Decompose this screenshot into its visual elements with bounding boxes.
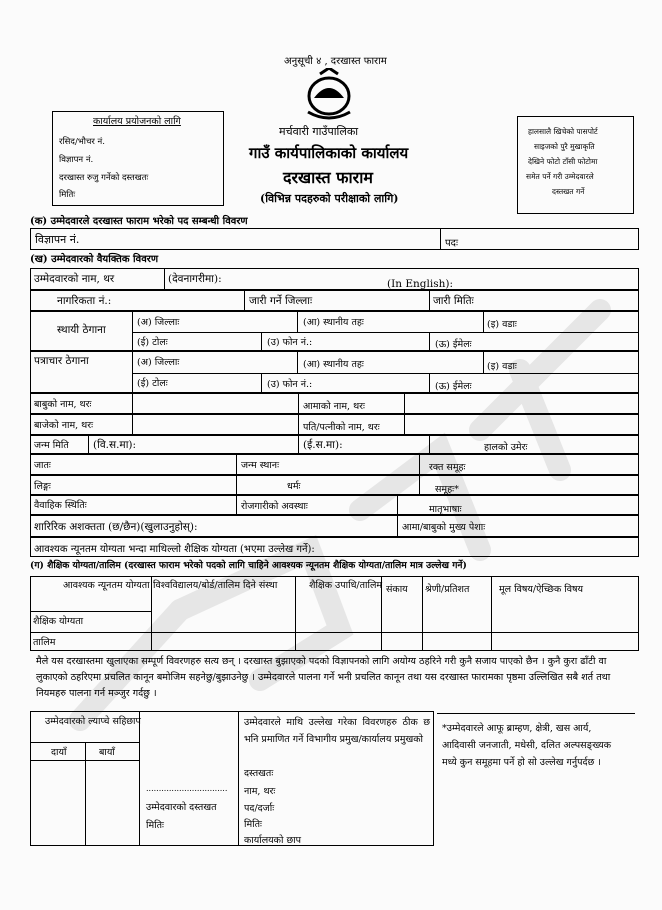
age-field[interactable]: हालको उमेरः: [484, 442, 528, 453]
mail-tole-field[interactable]: (ई) टोलः: [137, 378, 168, 389]
office-stamp-label: कार्यालयको छाप: [244, 835, 301, 846]
office-use-box: [52, 111, 224, 206]
perm-ward-field[interactable]: (इ) वडाः: [487, 319, 517, 330]
caste-row: [30, 454, 639, 475]
photo-instruction: साइजको पुरै मुखाकृति: [534, 142, 595, 151]
section-b-heading: (ख) उम्मेदवारको वैयक्तिक विवरण: [30, 254, 159, 265]
mail-ward-field[interactable]: (इ) वडाः: [487, 361, 517, 372]
perm-tole-field[interactable]: (ई) टोलः: [137, 337, 168, 348]
advert-no-field[interactable]: विज्ञापन नं.: [35, 233, 80, 246]
dob-label: जन्म मिति: [34, 440, 69, 451]
dob-row: [30, 435, 639, 454]
verifier-date-field[interactable]: मितिः: [244, 819, 262, 830]
religion-field[interactable]: धर्मः: [287, 481, 301, 492]
higher-qualification-row: [30, 537, 639, 557]
government-emblem-icon: [300, 68, 358, 120]
col-faculty: संकाय: [386, 584, 408, 595]
disability-field[interactable]: शारिरिक अशक्तता (छ/छैन)(खुलाउनुहोस्):: [34, 521, 198, 533]
verification-text: उम्मेदवारले माथि उल्लेख गरेका विवरणहरु ठीक छ भनि प्रमाणित गर्ने विभागीय प्रमुख/कार्यालय प्रमुखको: [244, 717, 430, 745]
office-name: गाउँ कार्यपालिकाको कार्यालय: [249, 144, 409, 162]
verifier-post-field[interactable]: पद/दर्जाः: [244, 803, 275, 814]
left-thumb-label: बायाँ: [99, 747, 115, 758]
caste-field[interactable]: जातः: [34, 460, 51, 471]
form-subtitle: (विभिन्न पदहरुको परीक्षाको लागि): [260, 192, 399, 205]
photo-box: [517, 116, 634, 214]
spouse-name-field[interactable]: पति/पत्नीको नाम, थरः: [303, 422, 380, 433]
photo-instruction: हालसालै खिचेको पासपोर्ट: [528, 127, 598, 136]
verification-box: [238, 711, 434, 846]
group-field[interactable]: समूहः*: [435, 484, 459, 495]
candidate-date-field[interactable]: मितिः: [146, 820, 164, 831]
form-title: दरखास्त फाराम: [283, 168, 373, 187]
office-line: विज्ञापन नं.: [59, 155, 94, 165]
candidate-signature-label[interactable]: उम्मेदवारको दस्तखत: [146, 802, 217, 813]
office-line: दरखास्त रुजु गर्नेको दस्तखतः: [59, 173, 149, 183]
thumbprint-title: उम्मेदवारको ल्याप्चे सहिछाप: [45, 716, 141, 727]
citizenship-row: [30, 290, 639, 311]
mother-name-field[interactable]: आमाको नाम, थरः: [303, 401, 365, 412]
thumbprint-box: [30, 711, 140, 846]
office-use-title: कार्यालय प्रयोजनको लागि: [93, 116, 181, 127]
photo-instruction: दस्तखत गर्ने: [552, 187, 585, 196]
gender-row: [30, 475, 639, 495]
right-thumb-label: दायाँ: [51, 747, 67, 758]
verifier-name-field[interactable]: नाम, थरः: [244, 786, 276, 797]
higher-qualification-field[interactable]: आवश्यक न्यूनतम योग्यता भन्दा माथिल्लो शैक्षिक योग्यता (भएमा उल्लेख गर्ने):: [34, 544, 315, 555]
row-education: शैक्षिक योग्यता: [33, 616, 84, 627]
grandfather-spouse-row: [30, 414, 639, 435]
mailing-address-label: पत्राचार ठेगाना: [34, 355, 89, 367]
office-line: मितिः: [59, 190, 76, 200]
post-field[interactable]: पदः: [445, 238, 459, 249]
photo-instruction: समेत पर्ने गरी उम्मेदवारले: [526, 172, 594, 181]
post-details-row: [30, 228, 639, 250]
declaration-text: मैले यस दरखास्तमा खुलाएका सम्पूर्ण विवरणहरु सत्य छन् । दरखास्त बुझाएको पदको विज्ञापनको लागि अयोग्य ठहरिने गरी कुनै सजाय पाएको छैन । कुनै कुरा ढाँटी वा लुकाएको ठहरिएमा प्रचलित कानून बमोजिम सहनेछु/बुझाउनेछु । उम्मेदवारले पालना गर्ने भनी प्रचलित कानून तथा यस दरखास्त फारामका पृष्ठमा उल्लिखित सबै शर्त तथा नियमहरु पालना गर्न मञ्जुर गर्दछु ।: [36, 656, 611, 699]
col-grade: श्रेणी/प्रतिशत: [425, 584, 470, 595]
col-degree: शैक्षिक उपाधि/तालिम: [309, 580, 383, 591]
mail-phone-field[interactable]: (उ) फोन नं.:: [267, 379, 313, 390]
name-label: उम्मेदवारको नाम, थर: [34, 273, 115, 285]
mail-local-level-field[interactable]: (आ) स्थानीय तहः: [303, 359, 364, 370]
verifier-signature-field[interactable]: दस्तखतः: [244, 768, 274, 779]
dob-bs-field[interactable]: (वि.स.मा):: [93, 439, 137, 451]
issue-district-field[interactable]: जारी गर्ने जिल्लाः: [249, 295, 313, 307]
dob-ad-field[interactable]: (ई.स.मा):: [303, 439, 343, 451]
permanent-address-block: [30, 311, 639, 351]
mail-district-field[interactable]: (अ) जिल्लाः: [137, 357, 180, 368]
section-c-heading: (ग) शैक्षिक योग्यता/तालिम (दरखास्त फाराम भरेको पदको लागि चाहिने आवश्यक न्यूनतम शैक्षिक योग्यता/तालिम मात्र उल्लेख गर्ने): [30, 560, 467, 571]
education-table: [30, 576, 639, 651]
name-english-field[interactable]: (In English):: [387, 278, 453, 290]
row-training: तालिम: [33, 637, 56, 648]
signature-box: [139, 711, 239, 846]
perm-email-field[interactable]: (ऊ) ईमेलः: [435, 339, 472, 350]
mail-email-field[interactable]: (ऊ) ईमेलः: [435, 381, 472, 392]
group-note: *उम्मेदवारले आफू ब्राम्हण, क्षेत्री, खस आर्य, आदिवासी जनजाती, मधेसी, दलित अल्पसङ्ख्यक मध्ये कुन समूहमा पर्ने हो सो उल्लेख गर्नुपर्दछ ।: [442, 723, 611, 768]
father-name-field[interactable]: बाबुको नाम, थरः: [34, 399, 92, 410]
municipality-name: मर्चवारी गाउँपालिका: [279, 125, 359, 138]
note-divider: [437, 713, 635, 714]
photo-instruction: देखिने फोटो टाँसी फोटोमा: [528, 157, 598, 166]
gender-field[interactable]: लिङ्गः: [34, 481, 51, 492]
signature-line: ................................: [146, 784, 228, 793]
grandfather-name-field[interactable]: बाजेको नाम, थरः: [34, 420, 94, 431]
section-a-heading: (क) उम्मेदवारले दरखास्त फाराम भरेको पद सम्बन्धी विवरण: [30, 216, 248, 227]
perm-local-level-field[interactable]: (आ) स्थानीय तहः: [303, 317, 364, 328]
disability-row: [30, 515, 639, 537]
mother-tongue-field[interactable]: मातृभाषाः: [429, 504, 462, 515]
marital-row: [30, 495, 639, 515]
perm-phone-field[interactable]: (उ) फोन नं.:: [267, 337, 313, 348]
issue-date-field[interactable]: जारी मितिः: [433, 295, 474, 307]
father-mother-row: [30, 393, 639, 414]
birthplace-field[interactable]: जन्म स्थानः: [241, 460, 279, 471]
annex-label: अनुसूची ४ , दरखास्त फाराम: [284, 56, 387, 67]
citizenship-field[interactable]: नागरिकता नं.:: [57, 295, 112, 307]
candidate-name-row: [30, 268, 639, 290]
col-institution: विश्वविद्यालय/बोर्ड/तालिम दिने संस्था: [153, 580, 278, 591]
employment-status-field[interactable]: रोजगारीको अवस्थाः: [241, 501, 308, 512]
parent-occupation-field[interactable]: आमा/बाबुको मुख्य पेशाः: [402, 522, 486, 533]
name-devanagari-field[interactable]: (देवनागरीमा):: [168, 273, 222, 285]
col-major-subject: मूल विषय/ऐच्छिक विषय: [499, 584, 584, 595]
office-line: रसिद/भौचर नं.: [59, 137, 105, 147]
mailing-address-block: [30, 351, 639, 393]
perm-district-field[interactable]: (अ) जिल्लाः: [137, 317, 180, 328]
blood-group-field[interactable]: रक्त समूहः: [429, 462, 466, 473]
marital-status-field[interactable]: वैवाहिक स्थितिः: [34, 500, 87, 511]
permanent-address-label: स्थायी ठेगाना: [57, 324, 106, 336]
col-min-qualification: आवश्यक न्यूनतम योग्यता: [63, 580, 150, 591]
